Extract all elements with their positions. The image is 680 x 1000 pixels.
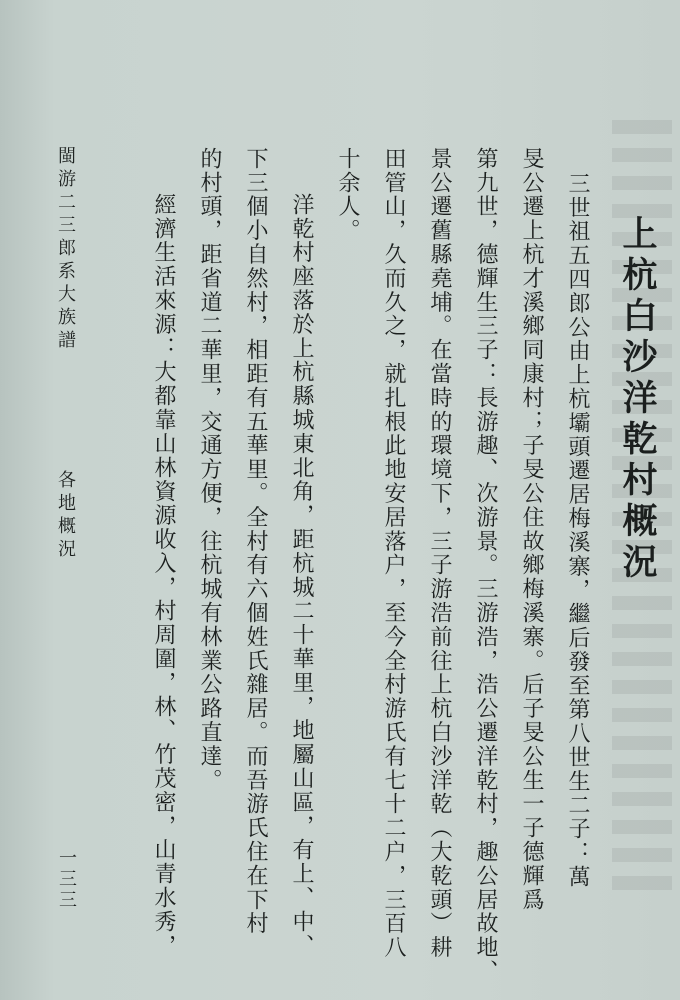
running-header-section: 各地概況 <box>55 470 76 562</box>
article-title: 上杭白沙洋乾村概況 <box>617 215 658 584</box>
body-column: 三世祖五四郎公由上杭壩頭遷居梅溪寨，繼后發至第八世生二子：萬 <box>565 172 590 889</box>
body-column: 旻公遷上杭才溪鄉同康村；子旻公住故鄉梅溪寨。后子旻公生一子德輝爲 <box>519 147 544 912</box>
running-header-title: 閩游二三郎系大族譜 <box>55 146 76 353</box>
body-column: 下三個小自然村，相距有五華里。全村有六個姓氏雜居。而吾游氏住在下村 <box>243 147 268 936</box>
body-column: 第九世，德輝生三子：長游趣、次游景。三游浩，浩公遷洋乾村，趣公居故地、 <box>473 147 498 984</box>
body-column: 洋乾村座落於上杭縣城東北角，距杭城二十華里，地屬山區，有上、中、 <box>289 193 314 958</box>
body-column: 經濟生活來源：大都靠山林資源收入，村周圍，林、竹茂密，山青水秀， <box>151 193 176 958</box>
body-column: 田管山，久而久之，就扎根此地安居落户，至今全村游氏有七十二户，三百八 <box>381 147 406 960</box>
body-column: 的村頭，距省道二華里，交通方便，往杭城有林業公路直達。 <box>197 147 222 793</box>
body-column: 景公遷舊縣堯埔。在當時的環境下，三子游浩前往上杭白沙洋乾（大乾頭）耕 <box>427 147 452 960</box>
body-column: 十余人。 <box>335 147 360 243</box>
page-number: 一三三 <box>56 848 77 911</box>
